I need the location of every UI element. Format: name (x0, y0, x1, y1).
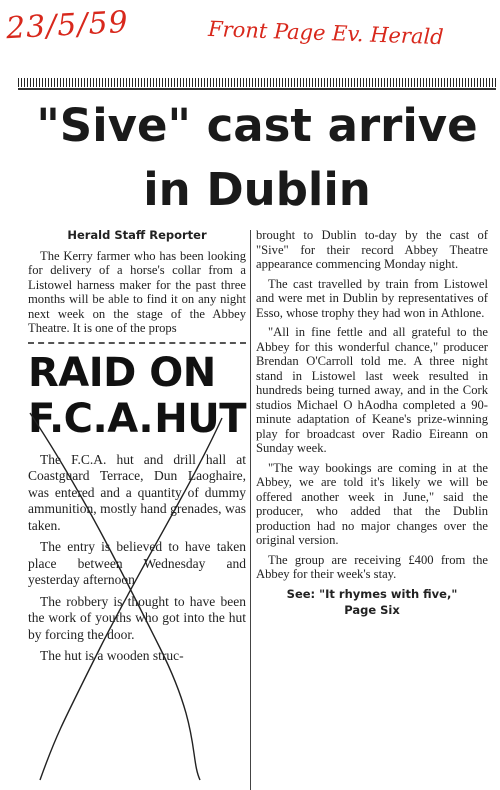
right-paragraph: brought to Dublin to-day by the cast of "Sive" for their record Abbey Theatre appearance commencing Monday night. (256, 228, 488, 271)
raid-headline-fca: F.C.A. (28, 395, 154, 442)
raid-paragraph: The hut is a wooden struc- (40, 648, 184, 663)
raid-story-body (28, 452, 246, 665)
right-paragraph: The cast travelled by train from Listowel and were met in Dublin by representatives of Esso, whose trophy they had won in Athlone. (256, 276, 488, 320)
raid-paragraph: The entry is believed to have taken place between Wednesday and yesterday afternoon (28, 539, 246, 587)
column-divider (250, 230, 251, 790)
handwritten-source-note: Front Page Ev. Herald (207, 16, 445, 50)
raid-paragraph: The F.C.A. hut and drill hall at Coastguard Terrace, Dun Laoghaire, was entered and a quantity of dummy ammunition, mostly hand grenades, was taken. (28, 451, 246, 533)
story-separator (28, 342, 246, 344)
right-paragraph: "All in fine fettle and all grateful to the Abbey for this wonderful chance," producer Brendan O'Carroll told me. A three night stand in Listowel last week resulted in hundreds being turned away, and in the Cork studios Michael O hAodha completed a 90-minute adaptation of Keane's prize-winning play for broadcast over Radio Eireann on Sunday week. (256, 325, 488, 455)
right-paragraph: The group are receiving £400 from the Abbey for their week's stay. (256, 552, 488, 581)
headline (18, 94, 496, 222)
top-solid-rule (18, 88, 496, 90)
raid-paragraph: The robbery is thought to have been the work of youths who got into the hut by forcing the door. (28, 593, 246, 642)
right-column (256, 228, 488, 618)
headline-line-2: in Dublin (143, 163, 371, 216)
see-also-page: Page Six (344, 603, 400, 617)
newspaper-clipping (0, 68, 500, 785)
see-also-reference: See: "It rhymes with five," (286, 586, 458, 601)
top-hatched-rule (18, 78, 496, 87)
raid-headline-line-1: RAID ON (28, 349, 216, 396)
raid-headline-hut: HUT (154, 395, 246, 442)
byline: Herald Staff Reporter (67, 228, 207, 242)
handwritten-date: 23/5/59 (5, 4, 130, 47)
headline-line-1: "Sive" cast arrive (36, 99, 478, 152)
raid-headline-line-2 (28, 396, 246, 442)
right-paragraph: "The way bookings are coming in at the Abbey, we are told it's likely we will be offered another week in June," said the producer, who added that the Dublin production had no major changes over the original version. (256, 460, 488, 547)
raid-headline (28, 350, 246, 442)
left-column (28, 228, 246, 670)
left-paragraph: The Kerry farmer who has been looking for delivery of a horse's collar from a Listowel harness maker for the past three months will be able to find it on any night next week on the stage of the Abbey Theatre. It is one of the props (28, 248, 246, 335)
